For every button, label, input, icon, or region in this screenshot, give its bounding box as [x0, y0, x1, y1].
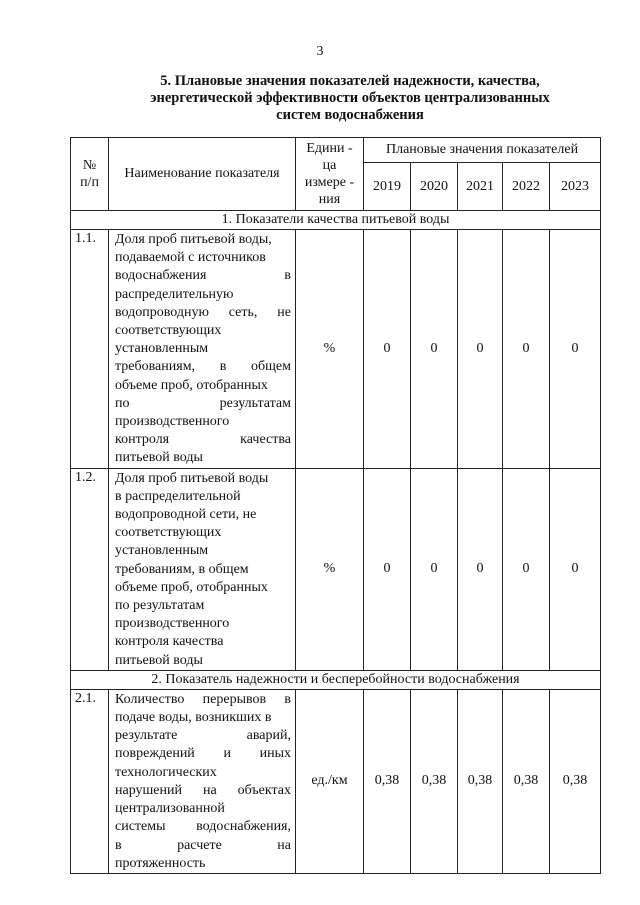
row-unit: % — [296, 230, 364, 469]
section-title-line: энергетической эффективности объектов централизованных — [150, 90, 550, 106]
row-unit: ед./км — [296, 689, 364, 873]
section-title — [100, 73, 600, 124]
row-value: 0,38 — [458, 689, 503, 873]
group-header-row — [71, 211, 601, 230]
row-value: 0 — [503, 230, 550, 469]
row-value: 0 — [503, 468, 550, 670]
header-year: 2023 — [550, 163, 601, 211]
section-title-line: систем водоснабжения — [276, 107, 424, 123]
header-year: 2020 — [411, 163, 458, 211]
row-value: 0 — [458, 468, 503, 670]
row-value: 0,38 — [550, 689, 601, 873]
row-unit: % — [296, 468, 364, 670]
group-title: 2. Показатель надежности и бесперебойности водоснабжения — [71, 670, 601, 689]
header-unit: Едини - ца измере - ния — [296, 138, 364, 211]
header-year: 2021 — [458, 163, 503, 211]
table-row — [71, 689, 601, 873]
row-number: 1.1. — [71, 230, 109, 469]
row-number: 1.2. — [71, 468, 109, 670]
row-value: 0 — [411, 468, 458, 670]
row-value: 0,38 — [364, 689, 411, 873]
indicators-table — [70, 137, 601, 874]
page-number: 3 — [316, 44, 324, 59]
group-title: 1. Показатели качества питьевой воды — [71, 211, 601, 230]
row-indicator-name: Доля проб питьевой воды в распределительной водопроводной сети, не соответствующих установленным требованиям, в общем объеме проб, отобранных по результатам производственного контроля качества питьевой воды — [109, 468, 296, 670]
row-indicator-name: Количество перерывов в подаче воды, возникших в результате аварий, повреждений и иных технологических нарушений на объектах централизованной системы водоснабжения, в расчете на протяженность — [109, 689, 296, 873]
row-indicator-name: Доля проб питьевой воды, подаваемой с источников водоснабжения в распределительную водопроводную сеть, не соответствующих установленным требованиям, в общем объеме проб, отобранных по результатам производственного контроля качества питьевой воды — [109, 230, 296, 469]
header-indicator-name: Наименование показателя — [109, 138, 296, 211]
row-value: 0 — [550, 230, 601, 469]
row-value: 0 — [411, 230, 458, 469]
row-value: 0 — [364, 468, 411, 670]
row-value: 0 — [458, 230, 503, 469]
row-value: 0 — [364, 230, 411, 469]
row-value: 0,38 — [503, 689, 550, 873]
row-number: 2.1. — [71, 689, 109, 873]
header-planned-values: Плановые значения показателей — [364, 138, 601, 163]
header-year: 2022 — [503, 163, 550, 211]
table-row — [71, 230, 601, 469]
section-title-line: 5. Плановые значения показателей надежности, качества, — [160, 73, 540, 89]
row-value: 0,38 — [411, 689, 458, 873]
header-number: № п/п — [71, 138, 109, 211]
row-value: 0 — [550, 468, 601, 670]
group-header-row — [71, 670, 601, 689]
table-row — [71, 468, 601, 670]
header-year: 2019 — [364, 163, 411, 211]
